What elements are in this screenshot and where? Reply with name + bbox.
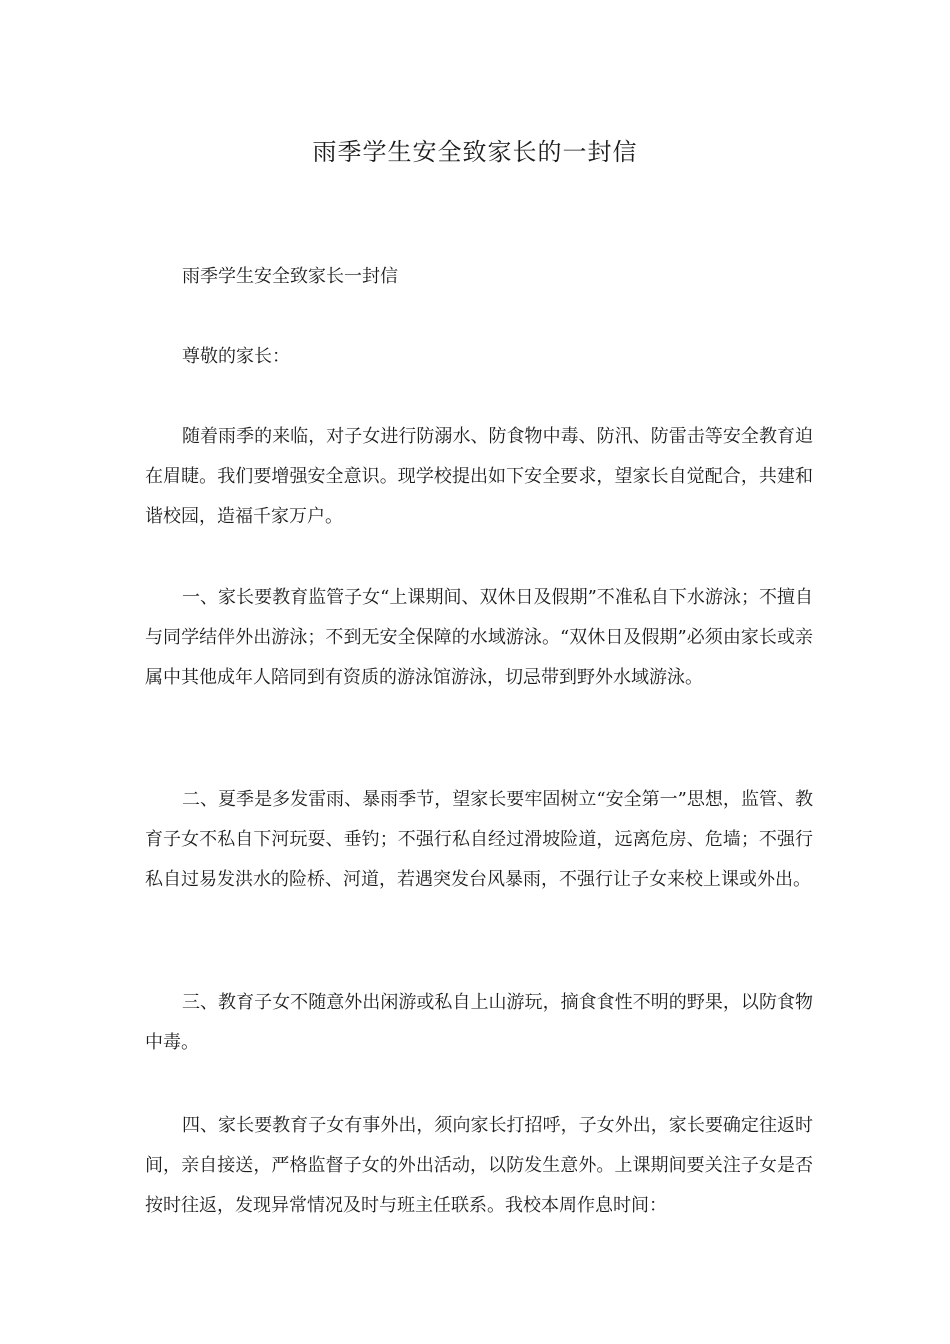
salutation: 尊敬的家长： — [182, 346, 290, 367]
item-1-paragraph: 一、家长要教育监管子女“上课期间、双休日及假期”不准私自下水游泳；不擅自与同学结伴外出游泳；不到无安全保障的水域游泳。“双休日及假期”必须由家长或亲属中其他成年人陪同到有资质的游泳馆游泳，切忌带到野外水域游泳。 — [145, 587, 813, 688]
item-3-paragraph: 三、教育子女不随意外出闲游或私自上山游玩，摘食食性不明的野果，以防食物中毒。 — [145, 992, 813, 1053]
document-title: 雨季学生安全致家长的一封信 — [312, 138, 638, 166]
intro-paragraph: 随着雨季的来临，对子女进行防溺水、防食物中毒、防汛、防雷击等安全教育迫在眉睫。我们要增强安全意识。现学校提出如下安全要求，望家长自觉配合，共建和谐校园，造福千家万户。 — [145, 426, 813, 527]
item-2-paragraph: 二、夏季是多发雷雨、暴雨季节，望家长要牢固树立“安全第一”思想，监管、教育子女不私自下河玩耍、垂钓；不强行私自经过滑坡险道，远离危房、危墙；不强行私自过易发洪水的险桥、河道，若遇突发台风暴雨，不强行让子女来校上课或外出。 — [145, 789, 813, 890]
item-4-paragraph: 四、家长要教育子女有事外出，须向家长打招呼，子女外出，家长要确定往返时间，亲自接送，严格监督子女的外出活动，以防发生意外。上课期间要关注子女是否按时往返，发现异常情况及时与班主任联系。我校本周作息时间： — [145, 1115, 813, 1216]
letter-heading: 雨季学生安全致家长一封信 — [182, 266, 398, 287]
